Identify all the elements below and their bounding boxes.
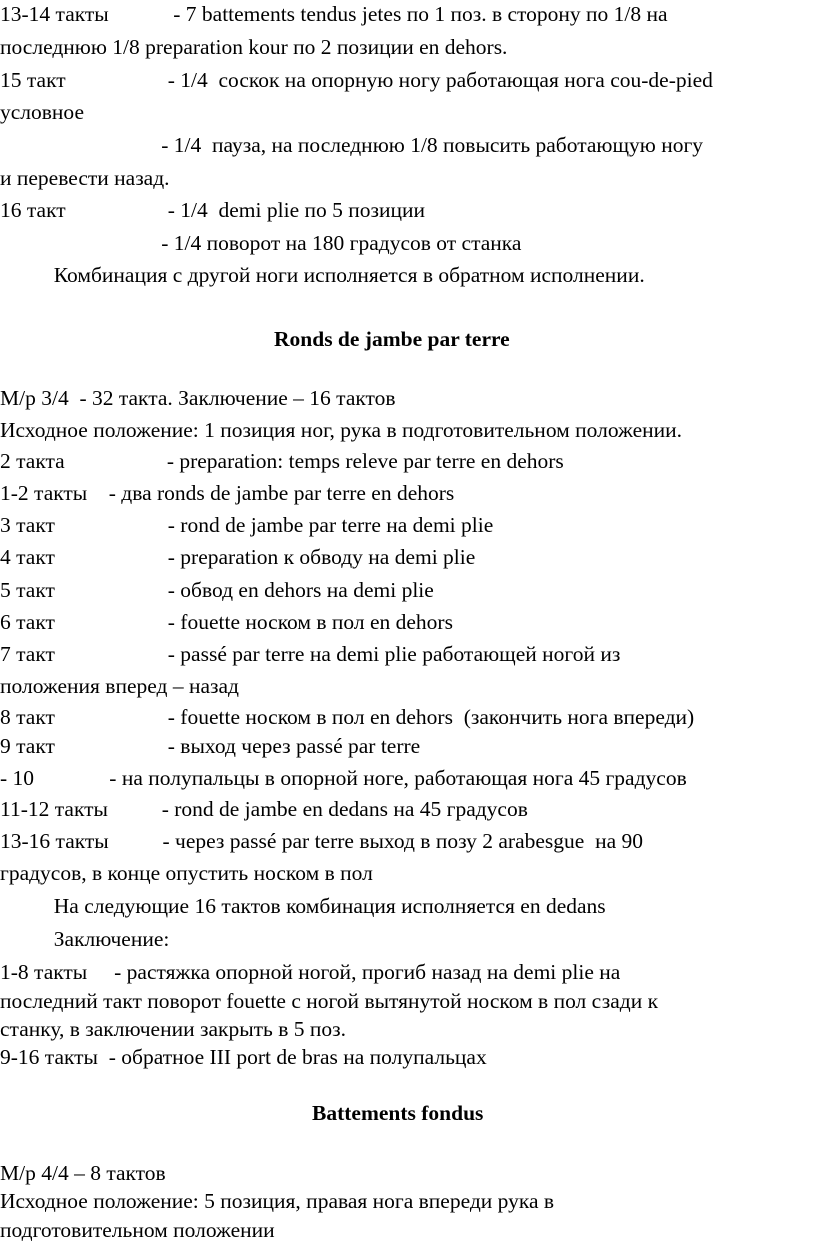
text-line: 6 такт - fouette носком в пол en dehors [0,610,453,634]
section-heading: Battements fondus [312,1101,484,1125]
text-line: 5 такт - обвод en dehors на demi plie [0,578,434,602]
text-line: положения вперед – назад [0,674,239,698]
text-line: Исходное положение: 1 позиция ног, рука в подготовительном положении. [0,418,683,442]
text-line: 13-16 такты - через passé par terre выход в позу 2 arabesgue на 90 [0,829,643,853]
text-line: последний такт поворот fouette с ногой вытянутой носком в пол сзади к [0,989,659,1013]
text-line: Заключение: [0,927,170,951]
text-line: 15 такт - 1/4 соскок на опорную ногу работающая нога cou-de-pied [0,68,713,92]
text-line: 13-14 такты - 7 battements tendus jetes по 1 поз. в сторону по 1/8 на [0,2,668,26]
text-line: На следующие 16 тактов комбинация исполняется en dedans [0,894,606,918]
text-line: 1-8 такты - растяжка опорной ногой, прогиб назад на demi plie на [0,960,621,984]
text-line: 9 такт - выход через passé par terre [0,734,421,758]
text-line: Исходное положение: 5 позиция, правая нога впереди рука в [0,1189,555,1213]
text-line: 7 такт - passé par terre на demi plie работающей ногой из [0,642,621,666]
text-line: 11-12 такты - rond de jambe en dedans на 45 градусов [0,797,528,821]
text-line: Комбинация с другой ноги исполняется в обратном исполнении. [0,263,645,287]
text-line: 2 такта - preparation: temps releve par terre en dehors [0,449,564,473]
text-line: станку, в заключении закрыть в 5 поз. [0,1017,346,1041]
text-line: 9-16 такты - обратное III port de bras на полупальцах [0,1045,487,1069]
text-line: градусов, в конце опустить носком в пол [0,861,373,885]
text-line: 1-2 такты - два ronds de jambe par terre en dehors [0,481,455,505]
text-line: М/р 3/4 - 32 такта. Заключение – 16 тактов [0,386,396,410]
text-line: - 1/4 пауза, на последнюю 1/8 повысить работающую ногу [0,133,704,157]
text-line: подготовительном положении [0,1218,275,1242]
text-line: условное [0,100,84,124]
text-line: 16 такт - 1/4 demi plie по 5 позиции [0,198,426,222]
text-line: - 10 - на полупальцы в опорной ноге, работающая нога 45 градусов [0,766,687,790]
text-line: М/р 4/4 – 8 тактов [0,1161,166,1185]
text-line: 4 такт - preparation к обводу на demi plie [0,545,476,569]
text-line: 3 такт - rond de jambe par terre на demi plie [0,513,494,537]
text-line: - 1/4 поворот на 180 градусов от станка [0,231,522,255]
text-line: 8 такт - fouette носком в пол en dehors (закончить нога впереди) [0,705,695,729]
text-line: последнюю 1/8 preparation kour по 2 позиции en dehors. [0,35,508,59]
text-line: и перевести назад. [0,166,170,190]
section-heading: Ronds de jambe par terre [274,327,510,351]
